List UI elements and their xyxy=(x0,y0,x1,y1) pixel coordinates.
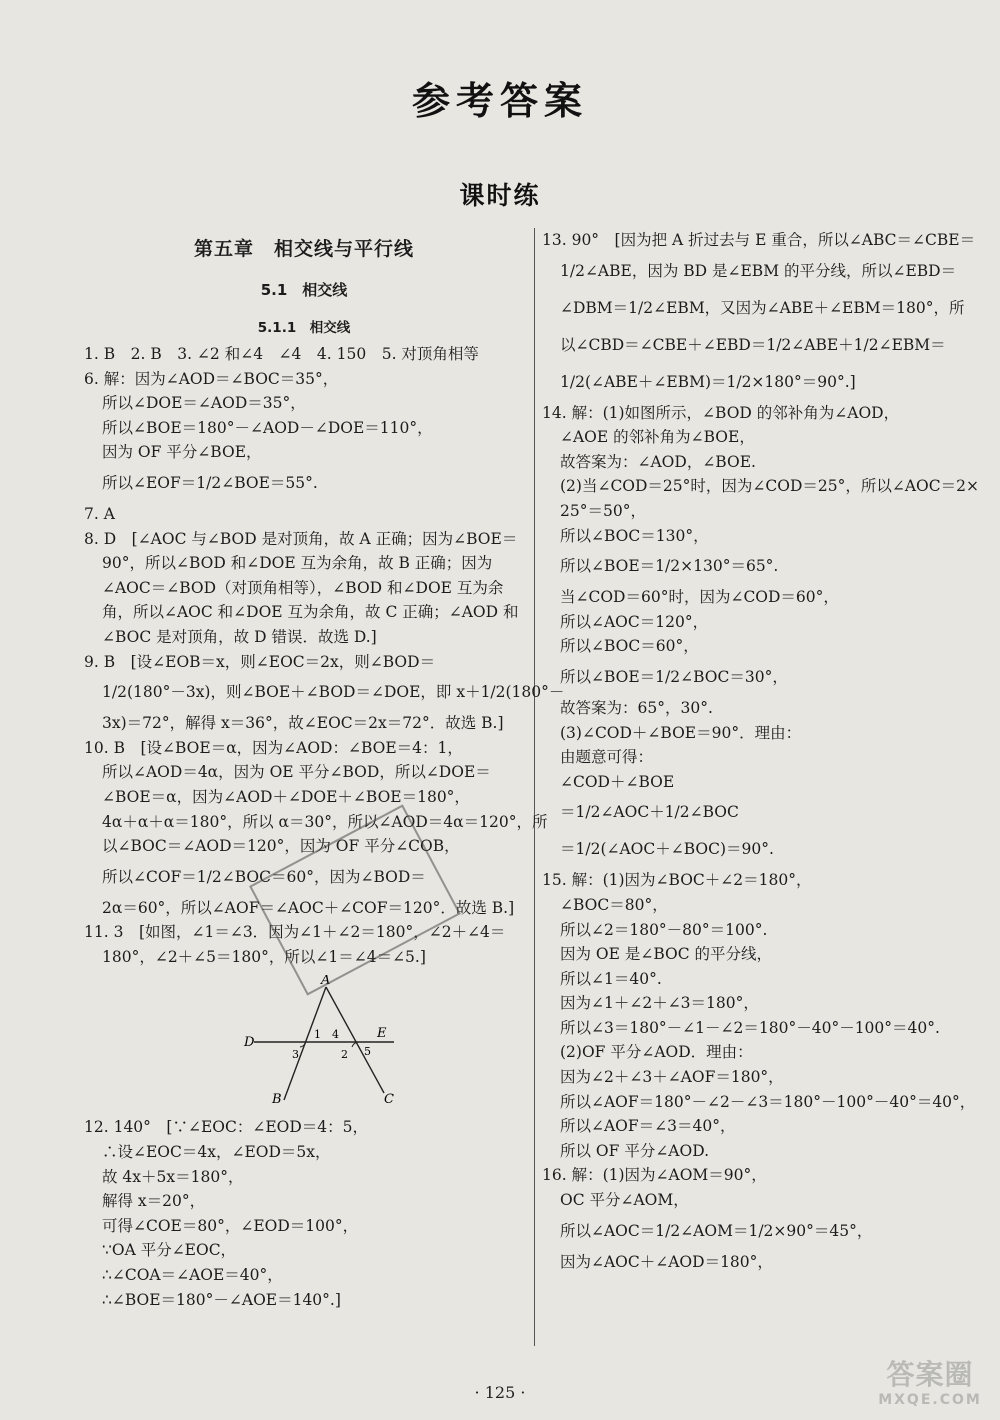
angle-label-1: 1 xyxy=(314,1028,321,1042)
column-divider xyxy=(534,228,535,1346)
answer-line: 所以 OF 平分∠AOD. xyxy=(560,1141,710,1160)
answer-line: OC 平分∠AOM， xyxy=(560,1191,689,1210)
site-watermark xyxy=(870,1358,990,1414)
answer-line: 1/2(180°－3x)，则∠BOE＋∠BOD＝∠DOE，即 x＋1/2(180°－ xyxy=(102,683,565,702)
answer-line: ∴∠BOE＝180°－∠AOE＝140°.] xyxy=(102,1290,341,1309)
chapter-heading: 第五章 相交线与平行线 xyxy=(193,238,414,260)
answer-line: 故答案为：∠AOD，∠BOE. xyxy=(560,452,756,471)
page-number: · 125 · xyxy=(474,1383,526,1402)
answer-line: 所以∠BOE＝180°－∠AOD－∠DOE＝110°， xyxy=(102,418,433,437)
answer-line: 9. B [设∠EOB＝x，则∠EOC＝2x，则∠BOD＝ xyxy=(84,652,436,671)
answer-line: ∠AOE 的邻补角为∠BOE， xyxy=(560,428,755,447)
page-title: 参考答案 xyxy=(411,79,588,123)
answer-line: 以∠CBD＝∠CBE＋∠EBD＝1/2∠ABE＋1/2∠EBM＝ xyxy=(560,335,946,354)
label-a: A xyxy=(321,975,331,989)
answer-line: 180°，∠2＋∠5＝180°，所以∠1＝∠4＝∠5.] xyxy=(102,947,426,966)
answer-line: 因为 OE 是∠BOC 的平分线， xyxy=(560,945,773,964)
answer-line: ∠COD＋∠BOE xyxy=(560,772,675,791)
answer-line: 所以∠BOE＝1/2×130°＝65°. xyxy=(560,557,779,576)
answer-line: 14. 解：(1)如图所示，∠BOD 的邻补角为∠AOD， xyxy=(542,403,900,422)
answer-line: 6. 解：因为∠AOD＝∠BOC＝35°， xyxy=(84,369,339,388)
answer-line: 3x)＝72°，解得 x＝36°，故∠EOC＝2x＝72°．故选 B.] xyxy=(102,714,504,733)
answer-line: 所以∠COF＝1/2∠BOC＝60°，因为∠BOD＝ xyxy=(102,867,426,886)
label-c: C xyxy=(384,1092,394,1106)
label-b: B xyxy=(272,1092,282,1106)
answer-line: 25°＝50°， xyxy=(560,501,646,520)
answer-line: 所以∠AOC＝1/2∠AOM＝1/2×90°＝45°， xyxy=(560,1221,873,1240)
answer-line: 当∠COD＝60°时，因为∠COD＝60°， xyxy=(560,588,839,607)
answer-line: ∴∠COA＝∠AOE＝40°， xyxy=(102,1266,283,1285)
answer-line: 15. 解：(1)因为∠BOC＋∠2＝180°， xyxy=(542,871,812,890)
answer-line: 所以∠BOC＝130°， xyxy=(560,526,709,545)
answer-line: 所以∠DOE＝∠AOD＝35°， xyxy=(102,394,306,413)
answer-line: 因为 OF 平分∠BOE， xyxy=(102,443,262,462)
answer-line: 16. 解：(1)因为∠AOM＝90°， xyxy=(542,1166,767,1185)
angle-label-4: 4 xyxy=(332,1028,339,1042)
answer-line: 所以∠AOF＝∠3＝40°， xyxy=(560,1117,736,1136)
section-title: 课时练 xyxy=(459,181,541,210)
answer-line: ＝1/2∠AOC＋1/2∠BOC xyxy=(560,803,739,822)
answer-line: 1. B 2. B 3. ∠2 和∠4 ∠4 4. 150 5. 对顶角相等 xyxy=(84,345,479,363)
answer-line: 所以∠1＝40°. xyxy=(560,969,662,988)
answer-line: 7. A xyxy=(84,504,115,523)
answer-line: 1/2∠ABE，因为 BD 是∠EBM 的平分线，所以∠EBD＝ xyxy=(560,261,957,280)
answer-line: 所以∠BOE＝1/2∠BOC＝30°， xyxy=(560,667,788,686)
answer-line: 角，所以∠AOC 和∠DOE 互为余角，故 C 正确；∠AOD 和 xyxy=(102,603,519,622)
section-heading: 5.1 相交线 xyxy=(260,281,348,299)
right-column xyxy=(542,228,992,1274)
watermark-url: MXQE.COM xyxy=(878,1392,982,1408)
answer-line: 可得∠COE＝80°，∠EOD＝100°， xyxy=(102,1216,359,1235)
angle-label-5: 5 xyxy=(364,1045,371,1059)
answer-line: 因为∠AOC＋∠AOD＝180°， xyxy=(560,1252,773,1271)
angle-label-2: 2 xyxy=(341,1048,348,1062)
answer-line: 因为∠2＋∠3＋∠AOF＝180°， xyxy=(560,1068,784,1087)
answer-line: 1/2(∠ABE＋∠EBM)＝1/2×180°＝90°.] xyxy=(560,372,856,391)
watermark-logo-text: 答案圈 xyxy=(886,1358,974,1391)
answer-line: 所以∠BOC＝60°， xyxy=(560,637,699,656)
answer-line: ∠AOC＝∠BOD（对顶角相等），∠BOD 和∠DOE 互为余 xyxy=(102,578,504,597)
subsection-heading: 5.1.1 相交线 xyxy=(257,320,351,336)
answer-line: 所以∠2＝180°－80°＝100°. xyxy=(560,920,768,939)
answer-line: 90°，所以∠BOD 和∠DOE 互为余角，故 B 正确；因为 xyxy=(102,554,493,573)
answer-line: 由题意可得： xyxy=(560,748,654,767)
geometry-figure xyxy=(234,975,404,1105)
answer-line: 所以∠EOF＝1/2∠BOE＝55°. xyxy=(102,473,318,492)
answer-line: 故答案为：65°，30°. xyxy=(560,698,713,717)
answer-line: 所以∠AOC＝120°， xyxy=(560,612,709,631)
answer-line: 2α＝60°，所以∠AOF＝∠AOC＋∠COF＝120°．故选 B.] xyxy=(102,898,515,917)
answer-line: ∴设∠EOC＝4x，∠EOD＝5x， xyxy=(102,1143,331,1162)
answer-line: 11. 3 [如图，∠1＝∠3．因为∠1＋∠2＝180°，∠2＋∠4＝ xyxy=(84,923,506,942)
answer-line: ∠BOC 是对顶角，故 D 错误．故选 D.] xyxy=(102,627,377,646)
answer-line: 所以∠AOD＝4α，因为 OE 平分∠BOD，所以∠DOE＝ xyxy=(102,763,491,782)
answer-line: 解得 x＝20°， xyxy=(102,1192,206,1211)
answer-line: 8. D [∠AOC 与∠BOD 是对顶角，故 A 正确；因为∠BOE＝ xyxy=(84,529,518,548)
answer-line: 10. B [设∠BOE＝α，因为∠AOD：∠BOE＝4：1， xyxy=(84,738,463,757)
answer-line: (3)∠COD＋∠BOE＝90°．理由： xyxy=(560,723,802,742)
answer-line: 13. 90° [因为把 A 折过去与 E 重合，所以∠ABC＝∠CBE＝ xyxy=(542,231,976,249)
answer-line: 所以∠3＝180°－∠1－∠2＝180°－40°－100°＝40°. xyxy=(560,1018,940,1037)
answer-line: 以∠BOC＝∠AOD＝120°，因为 OF 平分∠COB， xyxy=(102,837,460,856)
label-d: D xyxy=(244,1035,255,1051)
answer-line: 因为∠1＋∠2＋∠3＝180°， xyxy=(560,994,759,1013)
answer-line: ∠BOE＝α，因为∠AOD＋∠DOE＋∠BOE＝180°， xyxy=(102,787,470,806)
answer-line: ∠BOC＝80°， xyxy=(560,895,668,914)
label-e: E xyxy=(377,1026,387,1042)
angle-label-3: 3 xyxy=(292,1048,299,1062)
answer-line: 12. 140° [∵∠EOC：∠EOD＝4：5， xyxy=(84,1118,368,1137)
answer-line: ＝1/2(∠AOC＋∠BOC)＝90°. xyxy=(560,840,774,859)
answer-line: 故 4x＋5x＝180°， xyxy=(102,1167,244,1186)
left-column xyxy=(84,228,565,1312)
answer-line: (2)当∠COD＝25°时，因为∠COD＝25°，所以∠AOC＝2× xyxy=(560,477,979,496)
answer-line: 4α＋α＋α＝180°，所以 α＝30°，所以∠AOD＝4α＝120°，所 xyxy=(102,812,548,831)
answer-line: ∵OA 平分∠EOC， xyxy=(102,1241,237,1260)
answer-line: (2)OF 平分∠AOD．理由： xyxy=(560,1043,753,1062)
answer-line: ∠DBM＝1/2∠EBM，又因为∠ABE＋∠EBM＝180°，所 xyxy=(560,298,965,317)
answer-line: 所以∠AOF＝180°－∠2－∠3＝180°－100°－40°＝40°， xyxy=(560,1092,976,1111)
